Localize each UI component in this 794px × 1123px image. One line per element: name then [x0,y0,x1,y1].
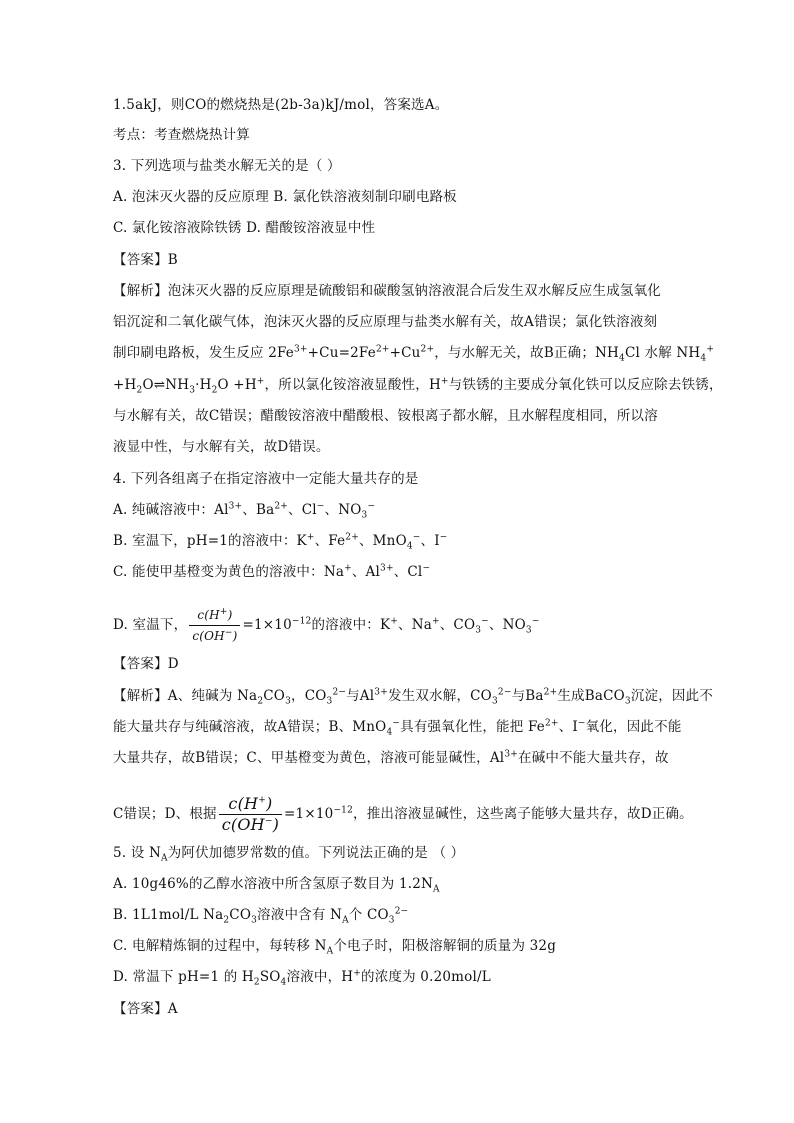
text-line-24: A. 10g46%的乙醇水溶液中所含氢原子数目为 $1.2N_A$ [113,876,440,895]
text-line-1: 1.5akJ，则CO的燃烧热是(2b-3a)kJ/mol，答案选A。 [113,97,449,113]
text-line-4: A. 泡沫灭火器的反应原理 B. 氯化铁溶液刻制印刷电路板 [113,189,457,205]
text-line-27: D. 常温下 pH=1 的 $H_2SO_4$溶液中，H+的浓度为 0.20mol/L [113,968,491,988]
text-line-19: 【解析】A、纯碱为 $Na_2CO_3$，$CO_3^{2-}$与$Al^{3+}$发生双水解，$CO_3^{2-}$与$Ba^{2+}$生成BaCO$_3$沉淀，因此不 [113,687,714,707]
text-line-8: 铝沉淀和二氧化碳气体，泡沫灭火器的反应原理与盐类水解有关，故A错误；氯化铁溶液刻 [113,314,658,330]
text-line-11: 与水解有关，故C错误；醋酸铵溶液中醋酸根、铵根离子都水解，且水解程度相同，所以溶 [113,408,658,424]
text-line-10: $+H_2O\rightleftharpoons NH_3\cdot H_2O +H^+$，所以氯化铵溶液显酸性，H+与铁锈的主要成分氧化铁可以反应除去铁锈， [113,376,723,396]
text-line-6: 【答案】B [113,252,178,268]
text-line-5: C. 氯化铵溶液除铁锈 D. 醋酸铵溶液显中性 [113,220,376,236]
text-line-22: C错误；D、根据 $\frac{c(H^+)}{c(OH^-)}$ $=1\times 10^{-12}$，推出溶液显碱性，这些离子能够大量共存，故D正确。 [113,794,693,834]
text-line-9: 制印刷电路板，发生反应 $2Fe^{3+}+Cu=2Fe^{2+}+Cu^{2+}$，与水解无关，故B正确；$NH_4Cl$ 水解 $NH_4^+$ [113,344,715,364]
text-line-15: B. 室温下，pH=1的溶液中：K+、$Fe^{2+}$、MnO$_4$−、I− [113,532,448,552]
text-line-14: A. 纯碱溶液中：$Al^{3+}$、$Ba^{2+}$、Cl−、$NO_3^-$ [113,501,376,521]
text-line-16: C. 能使甲基橙变为黄色的溶液中：Na+、$Al^{3+}$、Cl− [113,563,431,580]
text-line-12: 液显中性，与水解有关，故D错误。 [113,439,330,455]
text-line-2: 考点：考查燃烧热计算 [113,127,250,143]
text-line-20: 能大量共存与纯碱溶液，故A错误；B、MnO$_4$−具有强氧化性，能把 $Fe^{2+}$、I−氧化，因此不能 [113,718,682,738]
text-line-18: 【答案】D [113,656,179,672]
text-line-21: 大量共存，故B错误；C、甲基橙变为黄色，溶液可能显碱性，$Al^{3+}$在碱中不能大量共存，故 [113,749,669,766]
text-line-3: 3. 下列选项与盐类水解无关的是（ ） [113,158,341,174]
text-line-7: 【解析】泡沫灭火器的反应原理是硫酸铝和碳酸氢钠溶液混合后发生双水解反应生成氢氧化 [113,283,661,299]
text-line-28: 【答案】A [113,1001,178,1017]
text-line-25: B. 1L1mol/L $Na_2CO_3$溶液中含有 $N_A$个 $CO_3^{2-}$ [113,906,409,926]
text-line-13: 4. 下列各组离子在指定溶液中一定能大量共存的是 [113,471,419,487]
text-line-17: D. 室温下， $\frac{c(H^+)}{c(OH^-)}$ $=1\times 10^{-12}$的溶液中：K+、Na+、$CO_3^-$、$NO_3^-$ [113,607,540,643]
text-line-26: C. 电解精炼铜的过程中，每转移 $N_A$个电子时，阳极溶解铜的质量为 32g [113,938,557,957]
text-line-23: 5. 设 $N_A$为阿伏加德罗常数的值。下列说法正确的是 （ ） [113,845,465,864]
